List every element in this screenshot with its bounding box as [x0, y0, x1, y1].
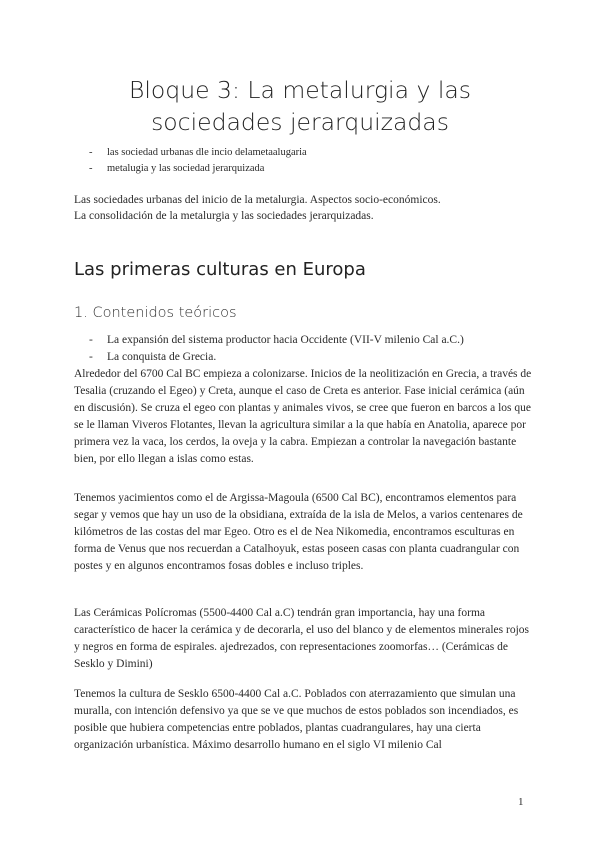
subsection-heading: 1. Contenidos teóricos [74, 305, 237, 321]
bullet-text: La expansión del sistema productor hacia Occidente (VII-V milenio Cal a.C.) [107, 334, 464, 346]
top-bullet-list [89, 145, 307, 177]
content-bullet-list [89, 332, 464, 366]
bullet-dash: - [89, 147, 93, 158]
document-title: Bloque 3: La metalurgia y las sociedades jerarquizadas [128, 76, 472, 136]
bullet-dash: - [89, 351, 93, 363]
list-item [89, 161, 307, 177]
list-item [89, 349, 464, 366]
paragraph-sites: Tenemos yacimientos como el de Argissa-Magoula (6500 Cal BC), encontramos elementos para segar y vemos que hay un uso de la obsidiana, extraída de la isla de Melos, a varios centenares de kilómetros de las costas del mar Egeo. Otro es el de Nea Nikomedia, encontramos esculturas en forma de Venus que nos recuerdan a Catalhoyuk, estas poseen casas con planta cuadrangular con postes y en algunos encontramos fosas dobles e incluso triples. [74, 492, 523, 572]
paragraph-sesklo: Tenemos la cultura de Sesklo 6500-4400 Cal a.C. Poblados con aterrazamiento que simulan una muralla, con intención defensivo ya que se ve que muchos de estos poblados son incendiados, es posible que hubiera competencias entre poblados, plantas cuadrangulares, hay una cierta organización urbanística. Máximo desarrollo humano en el siglo VI milenio Cal [74, 688, 519, 751]
paragraph-neolithization: Alrededor del 6700 Cal BC empieza a colonizarse. Inicios de la neolitización en Grecia, a través de Tesalia (cruzando el Egeo) y Creta, aunque el caso de Creta es anterior. Fase inicial cerámica (aún en discusión). Se cruza el egeo con plantas y animales vivos, se cree que fueron en barcos a los que se le llaman Viveros Flotantes, llevan la agricultura similar a la que había en Anatolia, aparece por primera vez la vaca, los cerdos, la oveja y la cabra. Empiezan a controlar la navegación bastante bien, por ello llegan a islas como estas. [74, 368, 532, 465]
intro-line: La consolidación de la metalurgia y las sociedades jerarquizadas. [74, 210, 374, 222]
bullet-dash: - [89, 163, 93, 174]
intro-block [74, 192, 534, 224]
list-item [89, 332, 464, 349]
bullet-text: metalugia y las sociedad jerarquizada [107, 163, 265, 174]
list-item [89, 145, 307, 161]
intro-line: Las sociedades urbanas del inicio de la metalurgia. Aspectos socio-económicos. [74, 194, 441, 206]
page-number: 1 [518, 796, 524, 808]
bullet-text: La conquista de Grecia. [107, 351, 217, 363]
paragraph-ceramics: Las Cerámicas Polícromas (5500-4400 Cal a.C) tendrán gran importancia, hay una forma característico de hacer la cerámica y de decorarla, el uso del blanco y de elementos minerales rojos y negros en forma de espirales. ajedrezados, con representaciones zoomorfas… (Cerámicas de Sesklo y Dimini) [74, 607, 529, 670]
bullet-text: las sociedad urbanas dle incio delametaalugaria [107, 147, 307, 158]
bullet-dash: - [89, 334, 93, 346]
section-heading: Las primeras culturas en Europa [74, 259, 366, 280]
